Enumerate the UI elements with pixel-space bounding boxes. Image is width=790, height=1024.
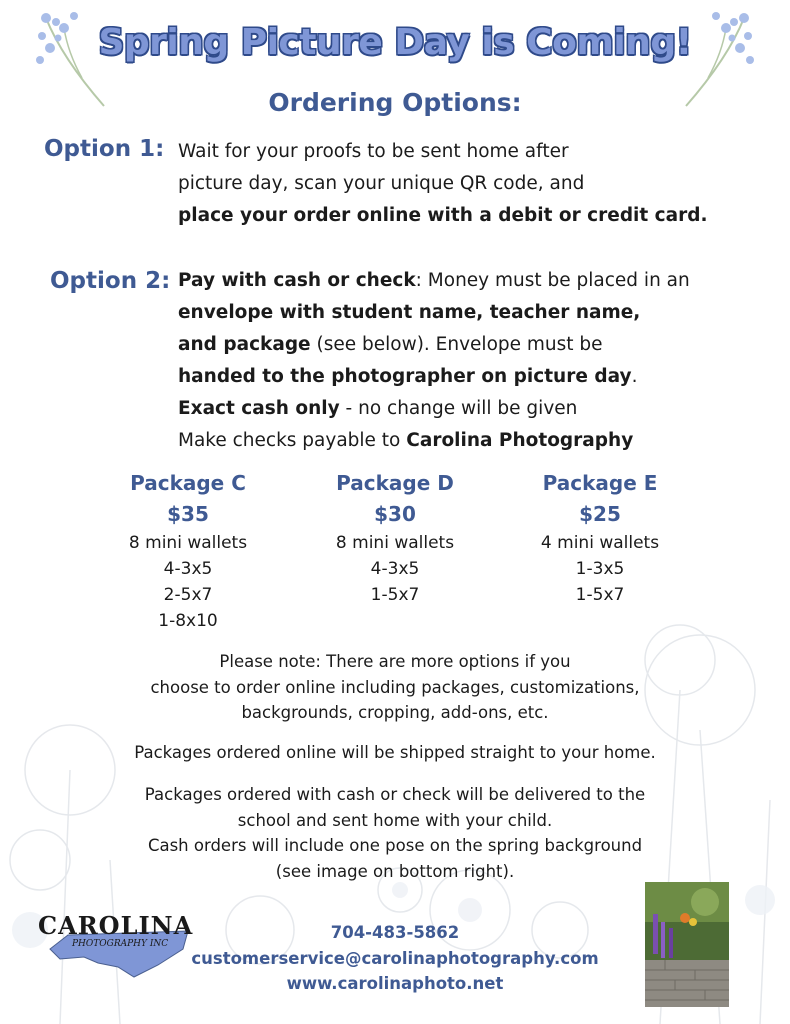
logo-sub: PHOTOGRAPHY INC [72, 939, 169, 949]
option2-label: Option 2: [50, 268, 171, 294]
option1-line1: Wait for your proofs to be sent home after [178, 141, 569, 162]
online-options-note [0, 649, 790, 726]
option1-label: Option 1: [44, 136, 165, 162]
option2-l6-rest: Make checks payable to [178, 430, 407, 451]
package-item: 4-3x5 [163, 559, 213, 579]
package-item: 1-8x10 [158, 611, 218, 631]
option2-l2-bold: envelope with student name, teacher name, [178, 302, 641, 323]
spring-background-sample-photo [645, 882, 729, 1007]
package-name: Package E [542, 471, 658, 495]
email-link[interactable]: customerservice@carolinaphotography.com [191, 948, 599, 968]
package-e [500, 468, 700, 608]
note-line: school and sent home with your child. [237, 810, 553, 830]
note-line: Packages ordered online will be shipped straight to your home. [134, 743, 656, 762]
website-link[interactable]: www.carolinaphoto.net [286, 974, 504, 993]
logo-name: CAROLINA [38, 911, 194, 940]
package-item: 8 mini wallets [335, 533, 455, 553]
package-d [295, 468, 495, 608]
package-item: 1-5x7 [370, 585, 420, 605]
option2-l5-rest: - no change will be given [339, 398, 578, 419]
package-name: Package C [130, 471, 246, 495]
option1-line3: place your order online with a debit or credit card. [178, 205, 708, 226]
option2-l4-bold: handed to the photographer on picture day [178, 366, 632, 387]
package-item: 4 mini wallets [540, 533, 660, 553]
note-line: Cash orders will include one pose on the spring background [147, 836, 643, 855]
package-item: 8 mini wallets [128, 533, 248, 553]
note-line: backgrounds, cropping, add-ons, etc. [241, 703, 549, 722]
option2-l3-rest: (see below). Envelope must be [310, 334, 603, 355]
package-item: 1-3x5 [575, 559, 625, 579]
package-item: 2-5x7 [163, 585, 213, 605]
page-subtitle: Ordering Options: [268, 88, 522, 117]
option2-l6-bold: Carolina Photography [406, 430, 634, 451]
note-line: Please note: There are more options if you [219, 652, 571, 671]
package-price: $35 [167, 502, 209, 526]
option2-l3-bold: and package [178, 334, 311, 355]
note-line: (see image on bottom right). [275, 861, 515, 881]
cash-delivery-note [0, 782, 790, 884]
phone-number[interactable]: 704-483-5862 [330, 923, 460, 942]
contact-block [150, 920, 640, 997]
option2-l5-bold: Exact cash only [178, 398, 340, 419]
option1-text [178, 136, 708, 232]
package-item: 4-3x5 [370, 559, 420, 579]
package-item: 1-5x7 [575, 585, 625, 605]
option1-line2: picture day, scan your unique QR code, and [178, 173, 585, 194]
package-name: Package D [336, 471, 454, 495]
package-c [88, 468, 288, 634]
option2-l1-bold: Pay with cash or check [178, 270, 416, 291]
option2-text [178, 265, 690, 457]
note-line: Packages ordered with cash or check will be delivered to the [144, 785, 646, 804]
option2-l4-rest: . [631, 366, 638, 387]
page-title: Spring Picture Day is Coming! [98, 22, 692, 63]
note-line: choose to order online including packages, customizations, [150, 677, 640, 697]
package-price: $25 [579, 502, 621, 526]
option2-l1-rest: : Money must be placed in an [415, 270, 690, 291]
shipping-note [0, 740, 790, 766]
garden-image-icon [645, 882, 729, 1007]
package-price: $30 [374, 502, 416, 526]
